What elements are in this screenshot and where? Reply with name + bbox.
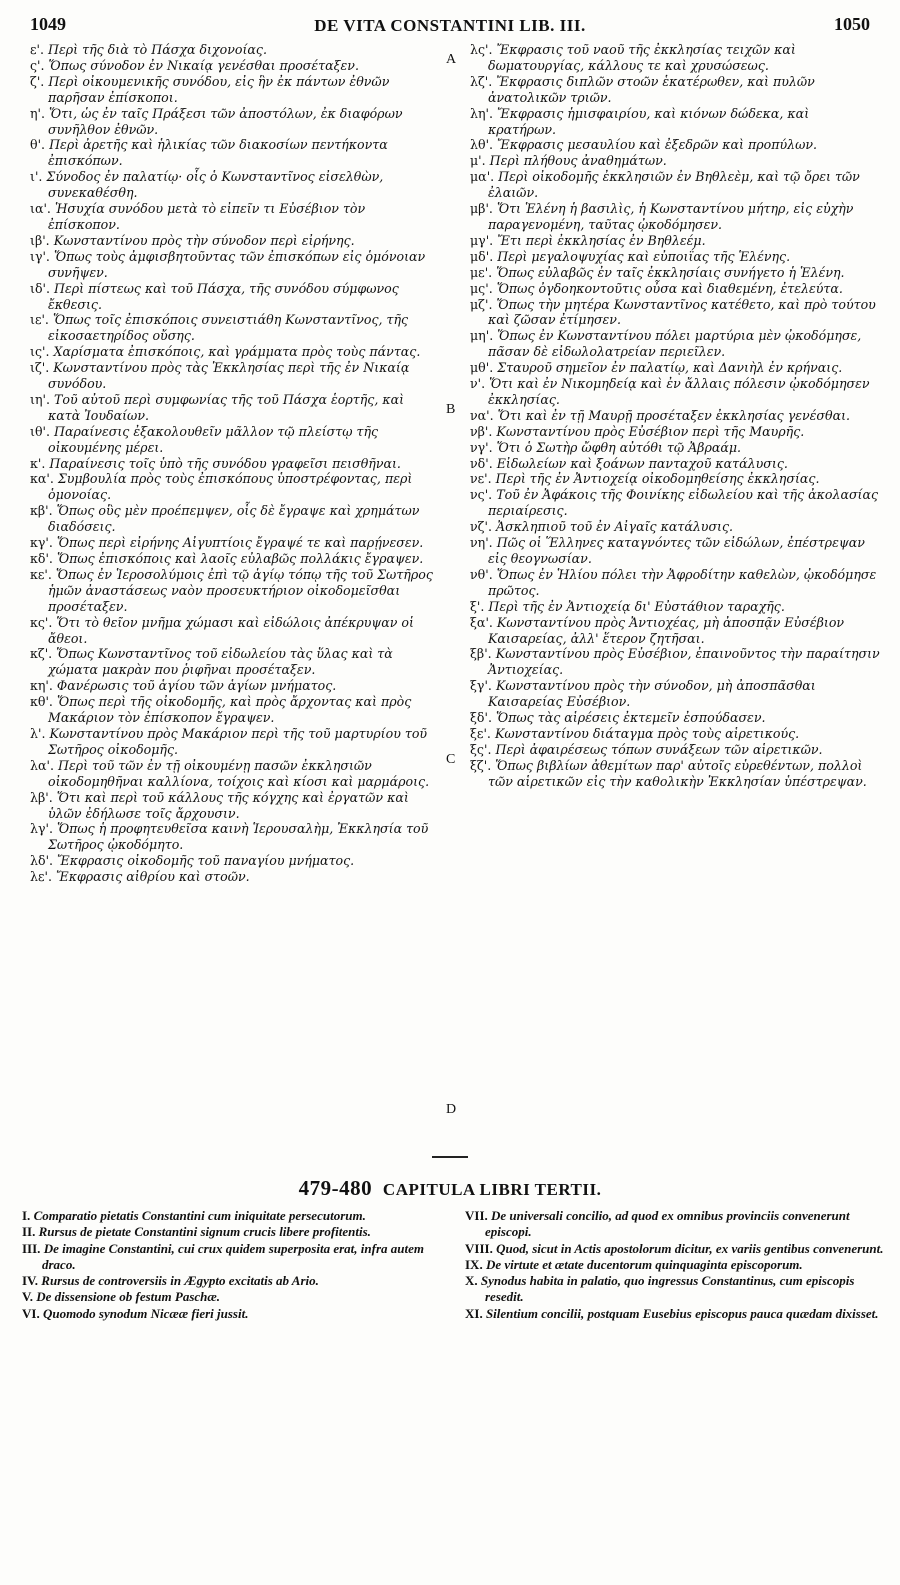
entry-text: Ὅπως τὰς αἱρέσεις ἐκτεμεῖν ἐσπούδασεν. [496,710,766,726]
entry-text: Ὅπως βιβλίων ἀθεμίτων παρ' αὐτοῖς εὑρεθέντων, πολλοὶ τῶν αἱρετικῶν εἰς τὴν καθολικὴν Ἐκκλησίαν ὑπέστρεψαν. [488,757,867,789]
entry-text: Παραίνεσις τοῖς ὑπὸ τῆς συνόδου γραφεῖσι πεισθῆναι. [49,455,401,471]
toc-entry [30,137,440,169]
toc-entry [30,678,440,694]
latin-column-right [465,1208,885,1322]
toc-entry [30,312,440,344]
toc-entry [470,519,880,535]
entry-number: λγ'. [30,821,53,837]
latin-column-left [22,1208,442,1322]
capitula-heading [0,1176,900,1201]
entry-number: κβ'. [30,503,53,519]
toc-entry [470,615,880,647]
entry-number: θ'. [30,137,46,153]
entry-number: κε'. [30,566,52,582]
entry-number: κα'. [30,471,54,487]
entry-number: IX. [465,1256,483,1272]
entry-number: λε'. [30,869,52,885]
toc-entry [30,201,440,233]
toc-entry [30,169,440,201]
toc-entry [30,869,440,885]
entry-text: De virtute et ætate ducentorum quinquaginta episcoporum. [485,1256,803,1272]
toc-entry [470,408,880,424]
entry-number: μ'. [470,153,486,169]
entry-number: μζ'. [470,296,493,312]
toc-entry [30,360,440,392]
entry-number: V. [22,1289,33,1305]
entry-number: λα'. [30,757,54,773]
entry-text: Περὶ οἰκουμενικῆς συνόδου, εἰς ἣν ἐκ πάντων ἐθνῶν παρῆσαν ἐπίσκοποι. [48,73,390,105]
entry-text: Ὅπως ἡ προφητευθεῖσα καινὴ Ἱερουσαλὴμ, Ἐκκλησία τοῦ Σωτῆρος ᾠκοδόμητο. [48,821,429,853]
toc-entry [22,1224,442,1240]
toc-entry [30,42,440,58]
entry-text: Ὅπως τὴν μητέρα Κωνσταντῖνος κατέθετο, καὶ πρὸ τούτου καὶ ζῶσαν ἐτίμησεν. [488,296,876,328]
toc-entry [30,344,440,360]
entry-text: Περὶ μεγαλοψυχίας καὶ εὐποιΐας τῆς Ἑλένης. [497,248,791,264]
entry-number: ιβ'. [30,232,50,248]
entry-text: Τοῦ ἐν Ἀφάκοις τῆς Φοινίκης εἰδωλείου καὶ τῆς ἀκολασίας περιαίρεσις. [488,487,879,519]
entry-number: μς'. [470,280,493,296]
entry-text: Κωνσταντίνου πρὸς Μακάριον περὶ τῆς τοῦ μαρτυρίου τοῦ Σωτῆρος οἰκοδομῆς. [48,725,428,757]
entry-text: Rursus de pietate Constantini signum crucis libere profitentis. [38,1224,371,1240]
entry-number: ζ'. [30,73,45,89]
margin-marker-d: D [446,1102,457,1117]
entry-text: Ἔτι περὶ ἐκκλησίας ἐν Βηθλεέμ. [497,232,706,248]
toc-entry [30,821,440,853]
section-divider [432,1156,468,1158]
greek-column-left [30,42,440,885]
entry-text: Ὅτι καὶ περὶ τοῦ κάλλους τῆς κόγχης καὶ ἐργατῶν καὶ ὑλῶν ἐδήλωσε τοῖς ἄρχουσιν. [48,789,409,821]
toc-entry [470,328,880,360]
entry-text: Συμβουλία πρὸς τοὺς ἐπισκόπους ὑποστρέφοντας, περὶ ὁμονοίας. [48,471,413,503]
entry-number: I. [22,1208,31,1223]
toc-entry [465,1273,885,1306]
toc-entry [30,392,440,424]
toc-entry [470,599,880,615]
toc-entry [30,233,440,249]
toc-entry [470,440,880,456]
entry-text: Ἔκφρασις οἰκοδομῆς τοῦ παναγίου μνήματος. [57,853,355,869]
toc-entry [30,790,440,822]
toc-entry [470,201,880,233]
entry-number: ξ'. [470,598,485,614]
entry-number: νβ'. [470,423,493,439]
toc-entry [470,471,880,487]
toc-entry [30,615,440,647]
entry-number: λδ'. [30,853,54,869]
entry-number: IV. [22,1273,39,1289]
entry-text: De imagine Constantini, cui crux quidem superposita erat, infra autem draco. [42,1240,424,1272]
entry-number: μα'. [470,169,495,185]
toc-entry [30,535,440,551]
toc-entry [465,1257,885,1273]
entry-text: Κωνσταντίνου πρὸς Ἀντιοχέας, μὴ ἀποσπᾷν Εὐσέβιον Καισαρείας, ἀλλ' ἕτερον ζητῆσαι. [488,614,845,646]
entry-text: Κωνσταντίνου πρὸς τὰς Ἐκκλησίας περὶ τῆς ἐν Νικαίᾳ συνόδου. [48,360,410,392]
entry-number: λζ'. [470,73,493,89]
entry-number: ξα'. [470,614,493,630]
entry-number: ιζ'. [30,360,50,376]
toc-entry [30,567,440,615]
toc-entry [30,758,440,790]
page-number-right: 1050 [834,14,870,34]
greek-column-right [470,42,880,790]
entry-number: XI. [465,1305,483,1321]
entry-number: ς'. [30,57,45,73]
entry-number: ξβ'. [470,646,492,662]
entry-number: ξε'. [470,725,491,741]
toc-entry [470,710,880,726]
entry-text: Κωνσταντίνου πρὸς τὴν σύνοδον, μὴ ἀποσπᾶσθαι Καισαρείας Εὐσέβιον. [488,678,816,710]
entry-text: Ἔκφρασις αἰθρίου καὶ στοῶν. [56,869,250,885]
entry-number: ν'. [470,376,486,392]
entry-text: Περὶ οἰκοδομῆς ἐκκλησιῶν ἐν Βηθλεὲμ, καὶ τῷ ὄρει τῶν ἐλαιῶν. [488,169,860,201]
entry-number: νζ'. [470,519,492,535]
entry-number: ξδ'. [470,710,492,726]
toc-entry [470,249,880,265]
entry-text: Ὅπως ἐπισκόποις καὶ λαοῖς εὐλαβῶς πολλάκις ἔγραψεν. [56,551,424,566]
entry-text: Rursus de controversiis in Ægypto excitatis ab Ario. [41,1273,319,1289]
toc-entry [470,360,880,376]
entry-number: ιθ'. [30,423,50,439]
entry-number: μη'. [470,328,494,344]
entry-text: De dissensione ob festum Paschæ. [36,1289,221,1305]
entry-number: κθ'. [30,694,53,710]
entry-text: Σταυροῦ σημεῖον ἐν παλατίῳ, καὶ Δανιὴλ ἐν κρήναις. [497,360,843,376]
entry-number: VII. [465,1208,488,1223]
toc-entry [470,137,880,153]
entry-text: Ὅπως σύνοδον ἐν Νικαίᾳ γενέσθαι προσέταξεν. [48,57,359,73]
entry-text: Ὅτι καὶ ἐν τῇ Μαυρῇ προσέταξεν ἐκκλησίας γενέσθαι. [497,407,851,423]
entry-text: Περὶ τῆς ἐν Ἀντιοχείᾳ δι' Εὐστάθιον ταραχῆς. [488,598,785,614]
entry-text: Πῶς οἱ Ἕλληνες καταγνόντες τῶν εἰδώλων, ἐπέστρεψαν εἰς θεογνωσίαν. [488,535,865,566]
entry-text: Quomodo synodum Nicææ fieri jussit. [42,1305,249,1321]
page-number-left: 1049 [30,14,66,34]
entry-number: με'. [470,264,493,280]
entry-number: μθ'. [470,360,494,376]
entry-number: ξζ'. [470,757,492,773]
entry-number: κς'. [30,614,53,630]
toc-entry [22,1208,442,1224]
toc-entry [22,1289,442,1305]
entry-text: Synodus habita in palatio, quo ingressus Constantinus, cum episcopis resedit. [480,1273,855,1305]
capitula-page-numbers: 479-480 [298,1176,373,1200]
toc-entry [30,74,440,106]
entry-text: Περὶ τῆς διὰ τὸ Πάσχα διχονοίας. [48,42,267,57]
toc-entry [470,535,880,567]
toc-entry [30,853,440,869]
entry-number: να'. [470,407,494,423]
entry-text: Ὅτι καὶ ἐν Νικομηδείᾳ καὶ ἐν ἄλλαις πόλεσιν ᾠκοδόμησεν ἐκκλησίας. [488,376,870,407]
entry-number: νδ'. [470,455,493,471]
entry-number: νγ'. [470,439,493,455]
entry-number: κγ'. [30,535,53,551]
margin-marker-b: B [446,402,456,417]
entry-number: X. [465,1273,478,1289]
toc-entry [30,551,440,567]
entry-text: Κωνσταντίνου πρὸς τὴν σύνοδον περὶ εἰρήνης. [53,232,355,248]
toc-entry [30,456,440,472]
toc-entry [470,424,880,440]
toc-entry [470,646,880,678]
toc-entry [470,567,880,599]
entry-text: Εἰδωλείων καὶ ξοάνων πανταχοῦ κατάλυσις. [496,455,788,471]
toc-entry [22,1306,442,1322]
toc-entry [465,1241,885,1257]
entry-number: ι'. [30,169,43,185]
entry-text: Ὅτι, ὡς ἐν ταῖς Πράξεσι τῶν ἀποστόλων, ἐκ διαφόρων συνῆλθον ἐθνῶν. [48,105,403,137]
entry-text: Ὅπως ἐν Ἡλίου πόλει τὴν Ἀφροδίτην καθελὼν, ᾠκοδόμησε πρῶτος. [488,566,877,598]
toc-entry [30,646,440,678]
toc-entry [470,376,880,408]
entry-text: Ὅπως ἐν Κωνσταντίνου πόλει μαρτύρια μὲν ᾠκοδόμησε, πᾶσαν δὲ εἰδωλολατρείαν περιεῖλεν. [488,328,862,360]
entry-text: Ἔκφρασις ἡμισφαιρίου, καὶ κιόνων δώδεκα, καὶ κρατήρων. [488,105,810,137]
entry-text: Περὶ πίστεως καὶ τοῦ Πάσχα, τῆς συνόδου σύμφωνος ἔκθεσις. [48,280,399,312]
toc-entry [470,169,880,201]
entry-text: Ὅτι Ἑλένη ἡ βασιλὶς, ἡ Κωνσταντίνου μήτηρ, εἰς εὐχὴν παραγενομένη, ταῦτας ᾠκοδόμησεν. [488,201,854,232]
toc-entry [470,281,880,297]
entry-text: Comparatio pietatis Constantini cum iniquitate persecutorum. [33,1208,366,1223]
entry-text: Παραίνεσις ἐξακολουθεῖν μᾶλλον τῷ πλείστῳ τῆς οἰκουμένης μέρει. [48,423,379,455]
toc-entry [30,249,440,281]
toc-entry [30,471,440,503]
toc-entry [465,1208,885,1241]
entry-number: III. [22,1240,41,1256]
margin-marker-a: A [446,52,457,67]
entry-text: Ὅπως περὶ εἰρήνης Αἰγυπτίοις ἔγραψέ τε καὶ παρῄνεσεν. [56,535,424,551]
toc-entry [470,456,880,472]
toc-entry [470,678,880,710]
toc-entry [30,726,440,758]
entry-number: ξς'. [470,741,492,757]
entry-number: λ'. [30,725,46,741]
entry-number: ε'. [30,42,44,57]
entry-text: Περὶ ἀφαιρέσεως τόπων συνάξεων τῶν αἱρετικῶν. [495,741,823,757]
entry-number: κη'. [30,678,53,694]
entry-text: Ἔκφρασις τοῦ ναοῦ τῆς ἐκκλησίας τειχῶν καὶ δωματουργίας, κάλλους τε καὶ χρυσώσεως. [488,42,796,73]
toc-entry [470,758,880,790]
entry-text: Κωνσταντίνου πρὸς Εὐσέβιον περὶ τῆς Μαυρῆς. [496,423,805,439]
toc-entry [470,74,880,106]
entry-number: νη'. [470,535,493,551]
toc-entry [470,726,880,742]
toc-entry [470,487,880,519]
entry-number: VI. [22,1305,40,1321]
entry-number: κδ'. [30,551,53,566]
toc-entry [30,503,440,535]
entry-number: μγ'. [470,232,494,248]
page-header [30,14,870,40]
entry-number: II. [22,1224,36,1240]
entry-number: κζ'. [30,646,53,662]
entry-text: Ἡσυχία συνόδου μετὰ τὸ εἰπεῖν τι Εὐσέβιον τὸν ἐπίσκοπον. [48,201,366,232]
entry-number: ις'. [30,344,50,360]
toc-entry [470,297,880,329]
entry-text: Ὅπως οὓς μὲν προέπεμψεν, οἷς δὲ ἔγραψε καὶ χρημάτων διαδόσεις. [48,503,420,535]
entry-text: Ὅπως ὀγδοηκοντοῦτις οὖσα καὶ διαθεμένη, ἐτελεύτα. [496,280,843,296]
toc-entry [30,694,440,726]
toc-entry [30,58,440,74]
entry-number: λθ'. [470,137,494,153]
margin-marker-c: C [446,752,456,767]
capitula-title: CAPITULA LIBRI TERTII. [382,1180,602,1199]
entry-text: Φανέρωσις τοῦ ἁγίου τῶν ἁγίων μνήματος. [56,678,337,694]
entry-text: Κωνσταντίνου διάταγμα πρὸς τοὺς αἱρετικούς. [494,725,800,741]
entry-number: λς'. [470,42,493,57]
entry-number: νε'. [470,471,492,487]
entry-number: μβ'. [470,201,493,217]
entry-text: Ὅτι τὸ θεῖον μνῆμα χώμασι καὶ εἰδώλοις ἀπέκρυψαν οἱ ἄθεοι. [48,614,414,646]
toc-entry [470,233,880,249]
toc-entry [470,153,880,169]
entry-number: λη'. [470,105,493,121]
entry-text: Silentium concilii, postquam Eusebius episcopus pauca quædam dixisset. [485,1305,879,1321]
entry-text: Ἔκφρασις διπλῶν στοῶν ἑκατέρωθεν, καὶ πυλῶν ἀνατολικῶν τριῶν. [488,73,815,105]
entry-text: Περὶ τῆς ἐν Ἀντιοχείᾳ οἰκοδομηθείσης ἐκκλησίας. [495,471,820,487]
toc-entry [22,1241,442,1274]
entry-text: Ἀσκληπιοῦ τοῦ ἐν Αἰγαῖς κατάλυσις. [495,519,734,535]
entry-number: νς'. [470,487,493,503]
entry-text: Ὅπως περὶ τῆς οἰκοδομῆς, καὶ πρὸς ἄρχοντας καὶ πρὸς Μακάριον τὸν ἐπίσκοπον ἔγραψεν. [48,694,412,726]
entry-number: ιε'. [30,312,49,328]
toc-entry [470,265,880,281]
entry-number: ιη'. [30,391,50,407]
entry-number: ιγ'. [30,248,50,264]
entry-number: VIII. [465,1240,493,1256]
toc-entry [470,742,880,758]
entry-text: Ὅπως ἐν Ἱεροσολύμοις ἐπὶ τῷ ἁγίῳ τόπῳ τῆς τοῦ Σωτῆρος ἡμῶν ἀναστάσεως ναὸν προσευκτήριον οἰκοδομεῖσθαι προσέταξεν. [48,566,433,614]
entry-text: Χαρίσματα ἐπισκόποις, καὶ γράμματα πρὸς τοὺς πάντας. [53,344,421,360]
entry-text: Κωνσταντίνου πρὸς Εὐσέβιον, ἐπαινοῦντος τὴν παραίτησιν Ἀντιοχείας. [488,646,880,678]
entry-text: Ὅπως τοῖς ἐπισκόποις συνειστιάθη Κωνσταντῖνος, τῆς εἰκοσαετηρίδος οὔσης. [48,312,409,344]
toc-entry [30,106,440,138]
entry-text: Ἔκφρασις μεσαυλίου καὶ ἐξεδρῶν καὶ προπύλων. [497,137,818,153]
toc-entry [470,106,880,138]
entry-text: Περὶ τοῦ τῶν ἐν τῇ οἰκουμένῃ πασῶν ἐκκλησιῶν οἰκοδομηθῆναι καλλίονα, τοίχοις καὶ κίοσι καὶ μαρμάροις. [48,757,430,789]
entry-text: Περὶ ἀρετῆς καὶ ἡλικίας τῶν διακοσίων πεντήκοντα ἐπισκόπων. [48,137,388,169]
entry-number: ξγ'. [470,678,492,694]
entry-text: Περὶ πλήθους ἀναθημάτων. [489,153,667,169]
entry-text: Σύνοδος ἐν παλατίῳ· οἷς ὁ Κωνσταντῖνος εἰσελθὼν, συνεκαθέσθη. [46,169,384,201]
running-title: DE VITA CONSTANTINI LIB. III. [314,16,586,35]
entry-text: Τοῦ αὐτοῦ περὶ συμφωνίας τῆς τοῦ Πάσχα ἑορτῆς, καὶ κατὰ Ἰουδαίων. [48,391,405,423]
entry-number: μδ'. [470,248,494,264]
entry-text: Quod, sicut in Actis apostolorum dicitur, ex variis gentibus convenerunt. [496,1240,884,1256]
toc-entry [30,424,440,456]
entry-number: κ'. [30,455,46,471]
entry-number: ια'. [30,201,51,217]
entry-text: De universali concilio, ad quod ex omnibus provinciis convenerunt episcopi. [485,1208,850,1240]
entry-number: λβ'. [30,789,53,805]
entry-text: Ὅπως Κωνσταντῖνος τοῦ εἰδωλείου τὰς ὕλας καὶ τὰ χώματα μακρὰν που ῥιφῆναι προσέταξεν. [48,646,393,678]
toc-entry [22,1273,442,1289]
entry-text: Ὅπως τοὺς ἀμφισβητοῦντας τῶν ἐπισκόπων εἰς ὁμόνοιαν συνῆψεν. [48,248,426,280]
toc-entry [30,281,440,313]
entry-number: νθ'. [470,566,493,582]
toc-entry [465,1306,885,1322]
entry-number: η'. [30,105,46,121]
entry-text: Ὅπως εὐλαβῶς ἐν ταῖς ἐκκλησίαις συνήγετο ἡ Ἑλένη. [496,264,845,280]
toc-entry [470,42,880,74]
entry-text: Ὅτι ὁ Σωτὴρ ὤφθη αὐτόθι τῷ Ἀβραάμ. [496,439,742,455]
entry-number: ιδ'. [30,280,50,296]
